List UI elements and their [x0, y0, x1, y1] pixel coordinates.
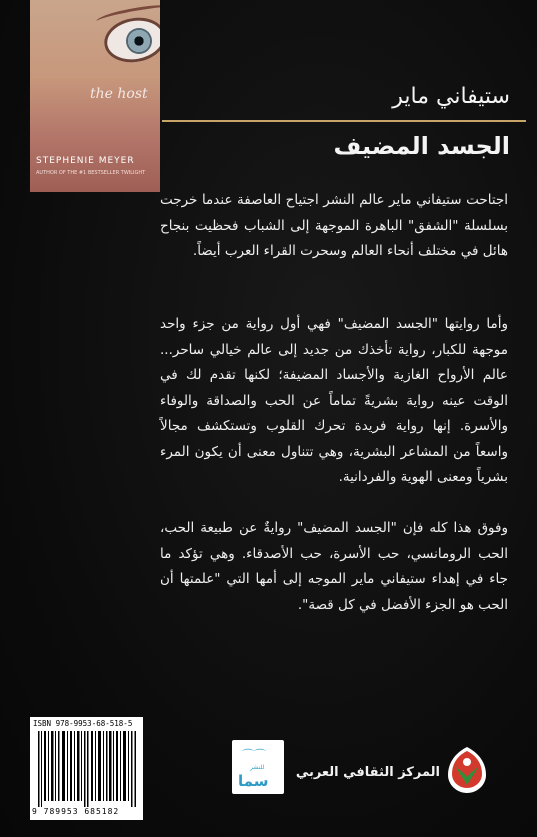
publisher-emblem-icon	[446, 745, 488, 795]
publisher-logo-sama	[232, 740, 284, 794]
blurb-paragraph-3: وفوق هذا كله فإن "الجسد المضيف" روايةٌ عن طبيعة الحب، الحب الرومانسي، حب الأسرة، حب الأصدقاء. وهي تؤكد ما جاء في إهداء ستيفاني ماير الموجه إلى أمها التي "علمتها أن الحب هو الجزء الأفضل في كل قصة".	[160, 520, 508, 613]
barcode-icon	[38, 731, 138, 807]
blurb-paragraph-2: وأما روايتها "الجسد المضيف" فهي أول رواية من جزء واحد موجهة للكبار، رواية تأخذك من جديد إلى عالم خيالي ساحر... عالم الأرواح الغازية والأجساد المضيفة؛ لكنها تقدم لك في الوقت عينه رواية بشريةً تماماً عن الحب والصداقة والوفاء والأسرة. إنها رواية فريدة تحرك القلوب وتستكشف مجالاً واسعاً من المشاعر البشرية، وهي تتناول معنى أن يكون المرء بشرياً ومعنى الهوية والفردانية.	[160, 316, 508, 485]
author-name: ستيفاني ماير	[392, 84, 510, 109]
cover-thumb-tagline: AUTHOR OF THE #1 BESTSELLER TWILIGHT	[36, 170, 146, 176]
barcode-number: 9 789953 685182	[32, 807, 120, 816]
book-title: الجسد المضيف	[333, 132, 510, 160]
barcode-label	[30, 717, 143, 820]
publisher-name: المركز الثقافي العربي	[295, 765, 440, 780]
publisher-small-label: للنشر	[250, 764, 265, 771]
blurb-paragraph-1: اجتاحت ستيفاني ماير عالم النشر اجتياح العاصفة عندما خرجت بسلسلة "الشفق" الباهرة الموجهة إلى الشباب فحظيت بنجاح هائل في مختلف أنحاء العالم وسحرت القراء العرب أيضاً.	[160, 192, 508, 259]
iris-graphic	[126, 28, 152, 54]
publisher-small-name: سما	[238, 772, 269, 790]
gold-divider	[162, 120, 526, 122]
cover-thumbnail	[30, 0, 160, 192]
cover-thumb-author: STEPHENIE MEYER	[36, 156, 135, 166]
isbn-text: ISBN 978-9953-68-518-5	[33, 719, 133, 728]
open-book-icon: ⌒⌒	[242, 748, 267, 762]
cover-thumb-title: the host	[90, 86, 148, 102]
